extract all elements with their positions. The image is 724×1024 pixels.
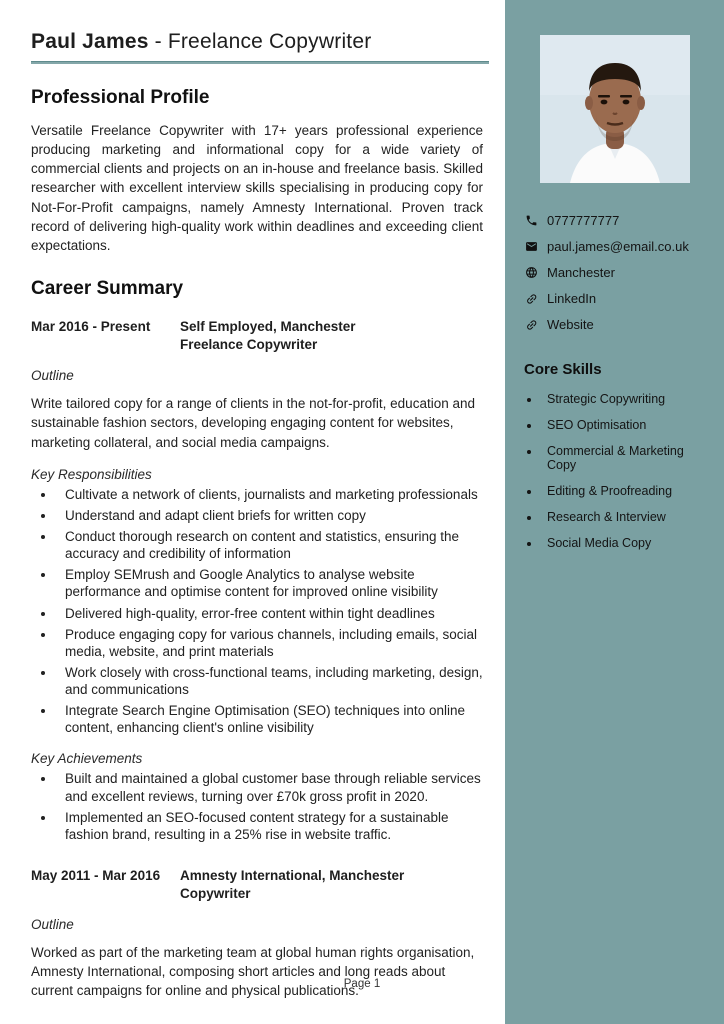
job-role: Freelance Copywriter <box>180 336 318 352</box>
key-achievements-label: Key Achievements <box>31 751 143 767</box>
responsibility-item: • Integrate Search Engine Optimisation (SEO) techniques into online content, enhancing client's online visibility <box>56 702 491 736</box>
professional-profile-text: Versatile Freelance Copywriter with 17+ years professional experience producing marketing and informational copy for a wide variety of commercial clients and projects on an in-house and freelance basis. Skilled researcher with excellent interview skills specialising in producing copy for Not-For-Profit campaigns, namely Amnesty International. Proven track record of delivering high-quality work within deadlines and exceeding client expectations. <box>31 123 483 253</box>
website-link[interactable]: Website <box>547 317 594 332</box>
job-employer: Amnesty International, Manchester <box>180 868 405 884</box>
link-icon <box>521 289 541 309</box>
contact-list <box>524 213 710 332</box>
job-dates: Mar 2016 - Present <box>31 319 151 335</box>
achievement-item: • Implemented an SEO-focused content strategy for a sustainable fashion brand, resulting in a 25% rise in website traffic. <box>56 809 491 843</box>
profile-photo-illustration <box>540 35 690 183</box>
profile-photo <box>540 35 690 183</box>
section-heading-career-summary: Career Summary <box>31 278 184 300</box>
achievement-item: • Built and maintained a global customer base through reliable services and excellent reviews, turning over £70k gross profit in 2020. <box>56 770 491 804</box>
location-text: Manchester <box>547 265 615 280</box>
job-outline-text: Worked as part of the marketing team at global human rights organisation, Amnesty International, composing short articles and long reads about current campaigns for online and physical publications. <box>31 945 475 999</box>
responsibility-item: • Produce engaging copy for various channels, including emails, social media, website, and print materials <box>56 626 491 660</box>
skill-item: • Research & Interview <box>541 510 710 524</box>
globe-icon <box>524 266 538 280</box>
skill-item: • SEO Optimisation <box>541 418 710 432</box>
skill-item: • Social Media Copy <box>541 536 710 550</box>
responsibility-item: • Employ SEMrush and Google Analytics to analyse website performance and optimise content for improved online visibility <box>56 566 491 600</box>
link-icon <box>521 315 541 335</box>
outline-label: Outline <box>31 368 74 384</box>
linkedin-link[interactable]: LinkedIn <box>547 291 597 306</box>
job-employer: Self Employed, Manchester <box>180 319 356 335</box>
contact-email <box>524 239 710 254</box>
job-entry-header <box>31 318 489 353</box>
contact-location <box>524 265 710 280</box>
key-achievements-list <box>31 770 491 843</box>
candidate-name: Paul James <box>31 30 149 53</box>
job-role: Copywriter <box>180 885 251 901</box>
contact-phone <box>524 213 710 228</box>
contact-linkedin[interactable] <box>524 291 710 306</box>
email-address: paul.james@email.co.uk <box>547 239 689 254</box>
skill-item: • Strategic Copywriting <box>541 392 710 406</box>
key-responsibilities-list <box>31 486 491 737</box>
page-number: Page 1 <box>343 978 381 990</box>
job-titles <box>180 867 489 902</box>
outline-label: Outline <box>31 917 74 933</box>
responsibility-item: • Work closely with cross-functional teams, including marketing, design, and communications <box>56 664 491 698</box>
job-outline-text: Write tailored copy for a range of clients in the not-for-profit, education and sustainable fashion sectors, developing engaging content for websites, marketing collateral, and social media campaigns. <box>31 396 475 450</box>
responsibility-item: • Delivered high-quality, error-free content within tight deadlines <box>56 605 491 622</box>
core-skills-heading: Core Skills <box>524 361 602 378</box>
header-divider <box>31 61 489 64</box>
skill-item: • Editing & Proofreading <box>541 484 710 498</box>
candidate-role-suffix: - Freelance Copywriter <box>148 30 372 53</box>
page-title <box>31 30 489 54</box>
email-icon <box>524 240 538 254</box>
contact-website[interactable] <box>524 317 710 332</box>
responsibility-item: • Conduct thorough research on content and statistics, ensuring the accuracy and credibility of information <box>56 528 491 562</box>
key-responsibilities-label: Key Responsibilities <box>31 466 152 482</box>
core-skills-list <box>524 392 710 550</box>
section-heading-professional-profile: Professional Profile <box>31 87 210 108</box>
responsibility-item: • Understand and adapt client briefs for written copy <box>56 507 491 524</box>
cv-sidebar <box>505 0 724 1024</box>
skill-item: • Commercial & Marketing Copy <box>541 444 710 472</box>
responsibility-item: • Cultivate a network of clients, journalists and marketing professionals <box>56 486 491 503</box>
phone-number: 0777777777 <box>547 213 620 228</box>
job-entry-header <box>31 867 489 902</box>
job-titles <box>180 318 489 353</box>
job-dates: May 2011 - Mar 2016 <box>31 868 161 884</box>
phone-icon <box>524 214 538 228</box>
